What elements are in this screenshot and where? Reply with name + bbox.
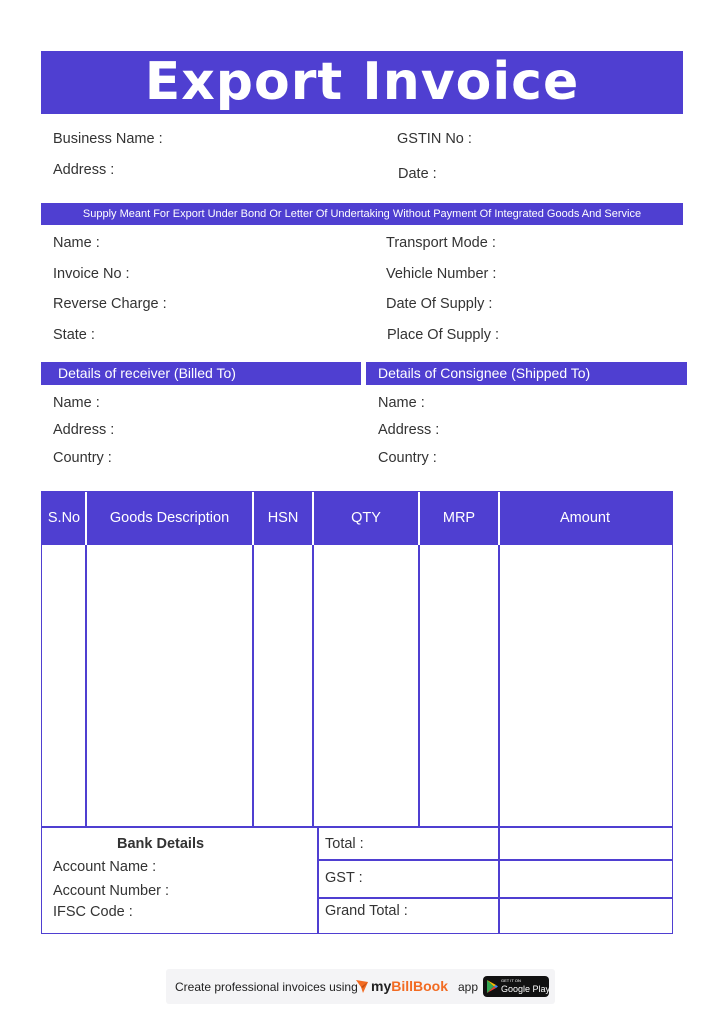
google-play-icon bbox=[487, 980, 498, 993]
invoice-no-label: Invoice No : bbox=[53, 266, 130, 282]
totals-value-divider bbox=[498, 826, 500, 933]
column-divider bbox=[252, 492, 254, 545]
consignee-section-header: Details of Consignee (Shipped To) bbox=[366, 362, 687, 385]
col-mrp-header: MRP bbox=[442, 510, 476, 526]
account-number-label: Account Number : bbox=[53, 883, 170, 899]
receiver-name-label: Name : bbox=[53, 395, 100, 411]
column-divider bbox=[498, 545, 500, 826]
totals-row-divider bbox=[317, 897, 672, 899]
column-divider bbox=[498, 492, 500, 545]
col-amount-header: Amount bbox=[560, 510, 610, 526]
total-label: Total : bbox=[325, 836, 364, 852]
brand-name bbox=[371, 978, 448, 994]
mybillbook-logo-icon bbox=[355, 978, 369, 994]
ifsc-code-label: IFSC Code : bbox=[53, 904, 133, 920]
receiver-country-label: Country : bbox=[53, 450, 112, 466]
footer-promo-text: Create professional invoices using bbox=[175, 980, 358, 994]
badge-small-text: GET IT ON bbox=[501, 978, 521, 983]
gst-label: GST : bbox=[325, 870, 363, 886]
export-notice-banner: Supply Meant For Export Under Bond Or Letter Of Undertaking Without Payment Of Integrated Goods And Service bbox=[41, 203, 683, 225]
column-divider bbox=[252, 545, 254, 826]
account-name-label: Account Name : bbox=[53, 859, 157, 875]
totals-row-divider bbox=[317, 859, 672, 861]
grand-total-label: Grand Total : bbox=[325, 903, 408, 919]
bank-details-title: Bank Details bbox=[117, 836, 205, 852]
column-divider bbox=[418, 545, 420, 826]
items-table bbox=[41, 491, 673, 934]
column-divider bbox=[312, 492, 314, 545]
date-label: Date : bbox=[398, 166, 437, 182]
column-divider bbox=[312, 545, 314, 826]
date-of-supply-label: Date Of Supply : bbox=[386, 296, 493, 312]
google-play-badge[interactable] bbox=[483, 976, 549, 997]
footer-app-text: app bbox=[458, 980, 479, 994]
page-title: Export Invoice bbox=[41, 51, 683, 114]
receiver-address-label: Address : bbox=[53, 422, 115, 438]
badge-big-text: Google Play bbox=[501, 984, 551, 994]
vehicle-number-label: Vehicle Number : bbox=[386, 266, 497, 282]
place-of-supply-label: Place Of Supply : bbox=[387, 327, 500, 343]
brand-my: my bbox=[371, 978, 392, 994]
footer-promo[interactable] bbox=[166, 969, 555, 1004]
consignee-name-label: Name : bbox=[378, 395, 425, 411]
column-divider bbox=[418, 492, 420, 545]
summary-divider bbox=[42, 826, 672, 828]
state-label: State : bbox=[53, 327, 95, 343]
gstin-label: GSTIN No : bbox=[397, 131, 472, 147]
transport-mode-label: Transport Mode : bbox=[386, 235, 496, 251]
column-divider bbox=[85, 492, 87, 545]
col-qty-header: QTY bbox=[351, 510, 381, 526]
col-goods-description-header: Goods Description bbox=[109, 510, 230, 526]
consignee-address-label: Address : bbox=[378, 422, 440, 438]
brand-billbook: BillBook bbox=[391, 978, 449, 994]
business-address-label: Address : bbox=[53, 162, 115, 178]
col-sno-header: S.No bbox=[47, 510, 81, 526]
consignee-country-label: Country : bbox=[378, 450, 437, 466]
receiver-section-header: Details of receiver (Billed To) bbox=[41, 362, 361, 385]
col-hsn-header: HSN bbox=[267, 510, 299, 526]
column-divider bbox=[85, 545, 87, 826]
reverse-charge-label: Reverse Charge : bbox=[53, 296, 167, 312]
bank-totals-divider bbox=[317, 826, 319, 933]
business-name-label: Business Name : bbox=[53, 131, 163, 147]
name-label: Name : bbox=[53, 235, 100, 251]
